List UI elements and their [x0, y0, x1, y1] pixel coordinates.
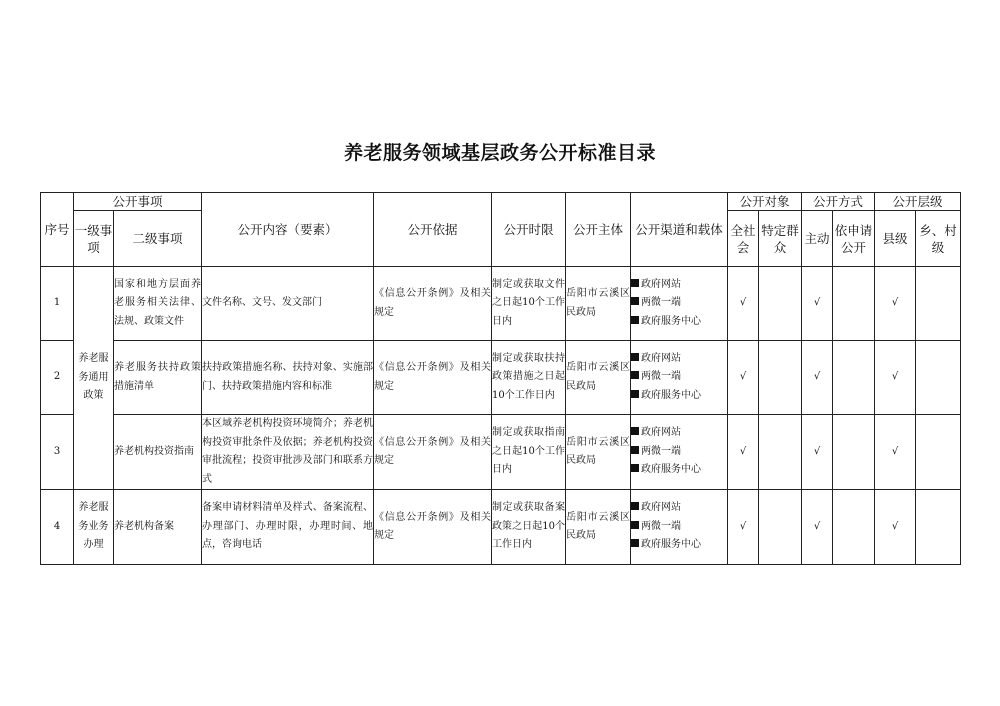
specific-mark — [759, 267, 802, 341]
header-row-top — [41, 193, 961, 211]
header-public-items: 公开事项 — [74, 193, 202, 211]
time-limit-cell: 制定或获取扶持政策措施之日起10个工作日内 — [492, 341, 566, 415]
channel-item: 两微一端 — [631, 518, 727, 537]
channel-item: 政府网站 — [631, 276, 727, 295]
square-bullet-icon — [631, 521, 639, 529]
header-method-active: 主动 — [802, 211, 833, 267]
table-row — [41, 490, 961, 565]
level2-item: 养老机构备案 — [114, 490, 202, 565]
all-public-mark: √ — [728, 267, 759, 341]
channel-item: 政府服务中心 — [631, 387, 727, 406]
header-level-town: 乡、村级 — [916, 211, 961, 267]
channel-cell — [631, 267, 728, 341]
square-bullet-icon — [631, 297, 639, 305]
square-bullet-icon — [631, 446, 639, 454]
basis-cell: 《信息公开条例》及相关规定 — [374, 267, 492, 341]
basis-cell: 《信息公开条例》及相关规定 — [374, 490, 492, 565]
square-bullet-icon — [631, 464, 639, 472]
row-seq: 1 — [41, 267, 74, 341]
header-channel: 公开渠道和载体 — [631, 193, 728, 267]
content-cell: 本区域养老机构投资环境简介；养老机构投资审批条件及依据；养老机构投资审批流程；投资审批涉及部门和联系方式 — [202, 415, 374, 490]
square-bullet-icon — [631, 353, 639, 361]
town-mark — [916, 267, 961, 341]
square-bullet-icon — [631, 316, 639, 324]
header-level: 公开层级 — [875, 193, 961, 211]
table-row — [41, 415, 961, 490]
active-mark: √ — [802, 341, 833, 415]
channel-item: 政府服务中心 — [631, 313, 727, 332]
catalog-table — [40, 192, 961, 565]
header-basis: 公开依据 — [374, 193, 492, 267]
header-content: 公开内容（要素） — [202, 193, 374, 267]
channel-cell — [631, 490, 728, 565]
county-mark: √ — [875, 267, 916, 341]
on-apply-mark — [833, 415, 875, 490]
level1-item: 养老服务业务办理 — [74, 490, 114, 565]
level1-item: 养老服务通用政策 — [74, 267, 114, 490]
level2-item: 养老机构投资指南 — [114, 415, 202, 490]
level2-item: 国家和地方层面养老服务相关法律、法规、政策文件 — [114, 267, 202, 341]
row-seq: 3 — [41, 415, 74, 490]
subject-cell: 岳阳市云溪区民政局 — [566, 415, 631, 490]
header-audience: 公开对象 — [728, 193, 802, 211]
specific-mark — [759, 490, 802, 565]
header-audience-specific: 特定群众 — [759, 211, 802, 267]
town-mark — [916, 490, 961, 565]
basis-cell: 《信息公开条例》及相关规定 — [374, 415, 492, 490]
channel-item: 政府服务中心 — [631, 536, 727, 555]
specific-mark — [759, 415, 802, 490]
county-mark: √ — [875, 341, 916, 415]
row-seq: 2 — [41, 341, 74, 415]
header-time-limit: 公开时限 — [492, 193, 566, 267]
content-cell: 文件名称、文号、发文部门 — [202, 267, 374, 341]
header-seq: 序号 — [41, 193, 74, 267]
content-cell: 备案申请材料清单及样式、备案流程、办理部门、办理时限，办理时间、地点，咨询电话 — [202, 490, 374, 565]
all-public-mark: √ — [728, 415, 759, 490]
subject-cell: 岳阳市云溪区民政局 — [566, 490, 631, 565]
county-mark: √ — [875, 490, 916, 565]
table-row — [41, 341, 961, 415]
channel-item: 政府网站 — [631, 424, 727, 443]
time-limit-cell: 制定或获取指南之日起10个工作日内 — [492, 415, 566, 490]
town-mark — [916, 415, 961, 490]
header-subject: 公开主体 — [566, 193, 631, 267]
subject-cell: 岳阳市云溪区民政局 — [566, 341, 631, 415]
row-seq: 4 — [41, 490, 74, 565]
square-bullet-icon — [631, 371, 639, 379]
town-mark — [916, 341, 961, 415]
header-method-apply: 依申请公开 — [833, 211, 875, 267]
on-apply-mark — [833, 490, 875, 565]
square-bullet-icon — [631, 427, 639, 435]
square-bullet-icon — [631, 390, 639, 398]
on-apply-mark — [833, 267, 875, 341]
table-row — [41, 267, 961, 341]
time-limit-cell: 制定或获取文件之日起10个工作日内 — [492, 267, 566, 341]
channel-item: 两微一端 — [631, 368, 727, 387]
active-mark: √ — [802, 415, 833, 490]
header-level1: 一级事项 — [74, 211, 114, 267]
on-apply-mark — [833, 341, 875, 415]
county-mark: √ — [875, 415, 916, 490]
active-mark: √ — [802, 267, 833, 341]
all-public-mark: √ — [728, 341, 759, 415]
header-audience-all: 全社会 — [728, 211, 759, 267]
square-bullet-icon — [631, 539, 639, 547]
document-title: 养老服务领域基层政务公开标准目录 — [343, 142, 656, 164]
square-bullet-icon — [631, 279, 639, 287]
square-bullet-icon — [631, 502, 639, 510]
active-mark: √ — [802, 490, 833, 565]
level2-item: 养老服务扶持政策措施清单 — [114, 341, 202, 415]
subject-cell: 岳阳市云溪区民政局 — [566, 267, 631, 341]
channel-cell — [631, 341, 728, 415]
channel-cell — [631, 415, 728, 490]
specific-mark — [759, 341, 802, 415]
channel-item: 政府服务中心 — [631, 461, 727, 480]
header-level2: 二级事项 — [114, 211, 202, 267]
header-level-county: 县级 — [875, 211, 916, 267]
all-public-mark: √ — [728, 490, 759, 565]
content-cell: 扶持政策措施名称、扶持对象、实施部门、扶持政策措施内容和标准 — [202, 341, 374, 415]
channel-item: 两微一端 — [631, 443, 727, 462]
channel-item: 两微一端 — [631, 294, 727, 313]
channel-item: 政府网站 — [631, 499, 727, 518]
header-method: 公开方式 — [802, 193, 875, 211]
basis-cell: 《信息公开条例》及相关规定 — [374, 341, 492, 415]
channel-item: 政府网站 — [631, 350, 727, 369]
time-limit-cell: 制定或获取备案政策之日起10个工作日内 — [492, 490, 566, 565]
